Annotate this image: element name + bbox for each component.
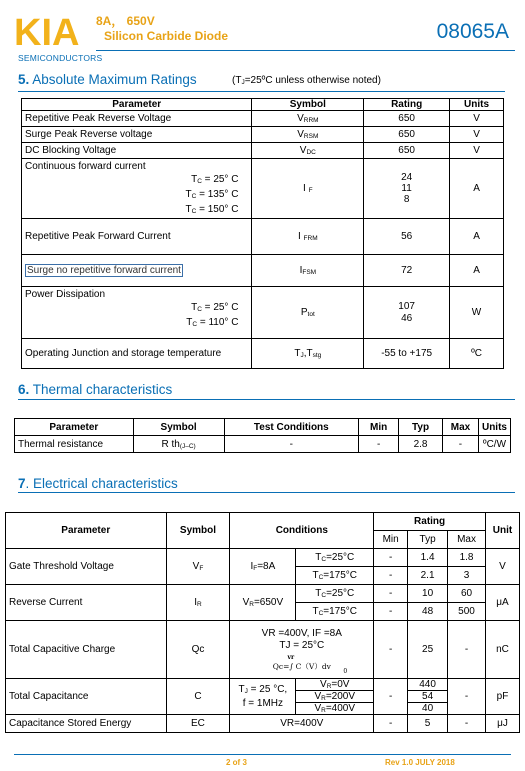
unit-cell: μJ [485, 715, 519, 733]
rating-cell: 24 11 8 [364, 159, 450, 219]
max-cell: - [448, 621, 486, 679]
typ-cell: 1.4 [408, 549, 448, 567]
part-number: 08065A [436, 20, 509, 43]
cond-cell: $V_R=650V$ [230, 585, 296, 621]
min-cell: - [374, 549, 408, 567]
max-cell: 1.8 [448, 549, 486, 567]
table-row [22, 219, 504, 255]
qc-formula [233, 653, 370, 675]
param-cell [22, 255, 252, 287]
typ-cell: 54 [408, 691, 448, 703]
unit-cell: A [450, 219, 504, 255]
electrical-characteristics-table [5, 512, 520, 733]
section-6-underline [18, 399, 515, 400]
max-cell: 3 [448, 567, 486, 585]
param-cell: Total Capacitive Charge [6, 621, 167, 679]
symbol-cell: R $th_{(J-C)}$ [133, 436, 224, 453]
table-row [22, 143, 504, 159]
rating-cell: 72 [364, 255, 450, 287]
header-conditions: Conditions [230, 513, 374, 549]
temp-cell: $T_C=175^\circ C$ [296, 603, 374, 621]
product-spec [96, 14, 228, 44]
table-row [6, 715, 520, 733]
spec-line-1: 8A， 650V [96, 14, 155, 28]
cond-cell: VR=400V [230, 715, 374, 733]
header-parameter: Parameter [6, 513, 167, 549]
note-post: =25ºC unless otherwise noted) [244, 75, 381, 86]
header-unit: Unit [485, 513, 519, 549]
symbol-cell: EC [166, 715, 230, 733]
condition-line: $T_C = 110^\circ$ C [186, 317, 239, 328]
param-cell: Surge Peak Reverse voltage [22, 127, 252, 143]
header-rating: Rating [364, 99, 450, 111]
header-symbol: Symbol [252, 99, 364, 111]
formula-lower-limit: 0 [343, 668, 348, 675]
param-cell: Repetitive Peak Reverse Voltage [22, 111, 252, 127]
min-cell: - [374, 679, 408, 715]
min-cell: - [374, 585, 408, 603]
condition-line: $T_C = 25^\circ$ C [191, 174, 239, 185]
unit-cell: W [450, 287, 504, 339]
header-units: Units [478, 419, 510, 436]
voltage-cell: $V_R=200V$ [296, 691, 374, 703]
section-5-label: Absolute Maximum Ratings [29, 72, 197, 87]
cond-line: TJ = 25°C [279, 640, 325, 651]
condition-line: $T_C = 25^\circ$ C [191, 302, 239, 313]
logo-text: KIA [14, 12, 80, 48]
rating-cell: 650 [364, 143, 450, 159]
cond-cell: - [224, 436, 359, 453]
table-header-row [22, 99, 504, 111]
condition-line: $T_C = 150^\circ$ C [185, 204, 239, 215]
section-6-title [18, 382, 172, 397]
typ-cell: 40 [408, 703, 448, 715]
max-cell: - [448, 715, 486, 733]
formula-upper-limit: vr [287, 654, 295, 661]
symbol-cell: $P_{tot}$ [252, 287, 364, 339]
symbol-cell: $I_R$ [166, 585, 230, 621]
header-max: Max [443, 419, 479, 436]
condition-line: $T_C = 135^\circ$ C [185, 189, 239, 200]
param-cell: DC Blocking Voltage [22, 143, 252, 159]
symbol-cell: I $_F$ [252, 159, 364, 219]
symbol-cell: Qc [166, 621, 230, 679]
header-symbol: Symbol [166, 513, 230, 549]
table-row [6, 679, 520, 691]
header-typ: Typ [408, 531, 448, 549]
typ-cell: 10 [408, 585, 448, 603]
absolute-max-ratings-table [21, 98, 504, 369]
table-row [22, 127, 504, 143]
max-cell: - [448, 679, 486, 715]
symbol-cell: $V_{RRM}$ [252, 111, 364, 127]
rating-cell: 650 [364, 127, 450, 143]
param-cell: Reverse Current [6, 585, 167, 621]
table-row [22, 339, 504, 369]
param-label: Continuous forward current [25, 161, 146, 172]
typ-cell: 25 [408, 621, 448, 679]
rating-cell: 56 [364, 219, 450, 255]
symbol-cell: $I_{FSM}$ [252, 255, 364, 287]
table-row [6, 621, 520, 679]
cond-line: VR =400V, IF =8A [261, 628, 342, 639]
header-min: Min [359, 419, 399, 436]
table-row [6, 549, 520, 567]
section-7-underline [18, 492, 515, 493]
logo-subtitle: SEMICONDUCTORS [18, 53, 103, 63]
section-7-title [18, 476, 178, 491]
table-row [22, 287, 504, 339]
typ-cell: 2.1 [408, 567, 448, 585]
min-cell: - [359, 436, 399, 453]
param-label: Power Dissipation [25, 289, 106, 300]
param-cell: Total Capacitance [6, 679, 167, 715]
kia-logo [14, 12, 80, 48]
param-cell: Capacitance Stored Energy [6, 715, 167, 733]
section-6-number: 6. [18, 382, 30, 397]
unit-cell: μA [485, 585, 519, 621]
param-cell: Operating Junction and storage temperature [22, 339, 252, 369]
voltage-cell: $V_R=400V$ [296, 703, 374, 715]
table-row [6, 585, 520, 603]
table-row [22, 159, 504, 219]
rating-cell: -55 to +175 [364, 339, 450, 369]
max-cell: 60 [448, 585, 486, 603]
header-rating: Rating [374, 513, 486, 531]
header-symbol: Symbol [133, 419, 224, 436]
symbol-cell: $V_{RSM}$ [252, 127, 364, 143]
cond-cell [230, 621, 374, 679]
typ-cell: 2.8 [399, 436, 443, 453]
section-5-title [18, 72, 197, 87]
max-cell: - [443, 436, 479, 453]
unit-cell: pF [485, 679, 519, 715]
typ-cell: 5 [408, 715, 448, 733]
table-header-row [6, 513, 520, 531]
param-cell: Gate Threshold Voltage [6, 549, 167, 585]
unit-cell: ºC [450, 339, 504, 369]
header-max: Max [448, 531, 486, 549]
header-divider [96, 50, 515, 51]
unit-cell: A [450, 159, 504, 219]
header-parameter: Parameter [22, 99, 252, 111]
symbol-cell: $V_{DC}$ [252, 143, 364, 159]
section-6-label: Thermal characteristics [29, 382, 173, 397]
rating-cell: 650 [364, 111, 450, 127]
header-units: Units [450, 99, 504, 111]
unit-cell: nC [485, 621, 519, 679]
unit-cell: V [450, 127, 504, 143]
spec-line-2: Silicon Carbide Diode [104, 29, 229, 43]
table-row [22, 255, 504, 287]
symbol-cell: C [166, 679, 230, 715]
unit-cell: A [450, 255, 504, 287]
param-cell: Thermal resistance [15, 436, 134, 453]
header-typ: Typ [399, 419, 443, 436]
symbol-cell: $T_J,T_{stg}$ [252, 339, 364, 369]
param-cell: Repetitive Peak Forward Current [22, 219, 252, 255]
section-7-label: . Electrical characteristics [25, 476, 178, 491]
temp-cell: $T_C=175^\circ C$ [296, 567, 374, 585]
unit-cell: V [485, 549, 519, 585]
table-header-row [15, 419, 511, 436]
temp-cell: $T_C=25^\circ C$ [296, 549, 374, 567]
voltage-cell: $V_R=0V$ [296, 679, 374, 691]
section-5-note [232, 75, 381, 86]
temp-cell: $T_C=25^\circ C$ [296, 585, 374, 603]
typ-cell: 440 [408, 679, 448, 691]
header-min: Min [374, 531, 408, 549]
thermal-characteristics-table [14, 418, 511, 453]
cond-cell: $T_J = 25$ °C, f = 1MHz [230, 679, 296, 715]
page-number: 2 of 3 [226, 758, 247, 767]
unit-cell: V [450, 143, 504, 159]
unit-cell: ºC/W [478, 436, 510, 453]
table-row [15, 436, 511, 453]
symbol-cell: I $_{FRM}$ [252, 219, 364, 255]
max-cell: 500 [448, 603, 486, 621]
formula-text: Qc=∫ C（V）dv [272, 662, 331, 671]
typ-cell: 48 [408, 603, 448, 621]
header-parameter: Parameter [15, 419, 134, 436]
unit-cell: V [450, 111, 504, 127]
min-cell: - [374, 715, 408, 733]
note-pre: (T [232, 75, 242, 86]
cond-cell: $I_F=8A$ [230, 549, 296, 585]
section-5-underline [18, 91, 505, 92]
min-cell: - [374, 621, 408, 679]
revision-label: Rev 1.0 JULY 2018 [385, 758, 455, 767]
note-sub: J [241, 79, 245, 86]
rating-cell: 107 46 [364, 287, 450, 339]
section-7-number: 7 [18, 476, 26, 491]
param-cell [22, 287, 252, 339]
param-cell [22, 159, 252, 219]
section-5-number: 5. [18, 72, 30, 87]
min-cell: - [374, 567, 408, 585]
symbol-cell: $V_F$ [166, 549, 230, 585]
header-test-conditions: Test Conditions [224, 419, 359, 436]
table-row [22, 111, 504, 127]
footer-divider [14, 754, 511, 755]
min-cell: - [374, 603, 408, 621]
boxed-label: Surge no repetitive forward current [27, 265, 181, 276]
